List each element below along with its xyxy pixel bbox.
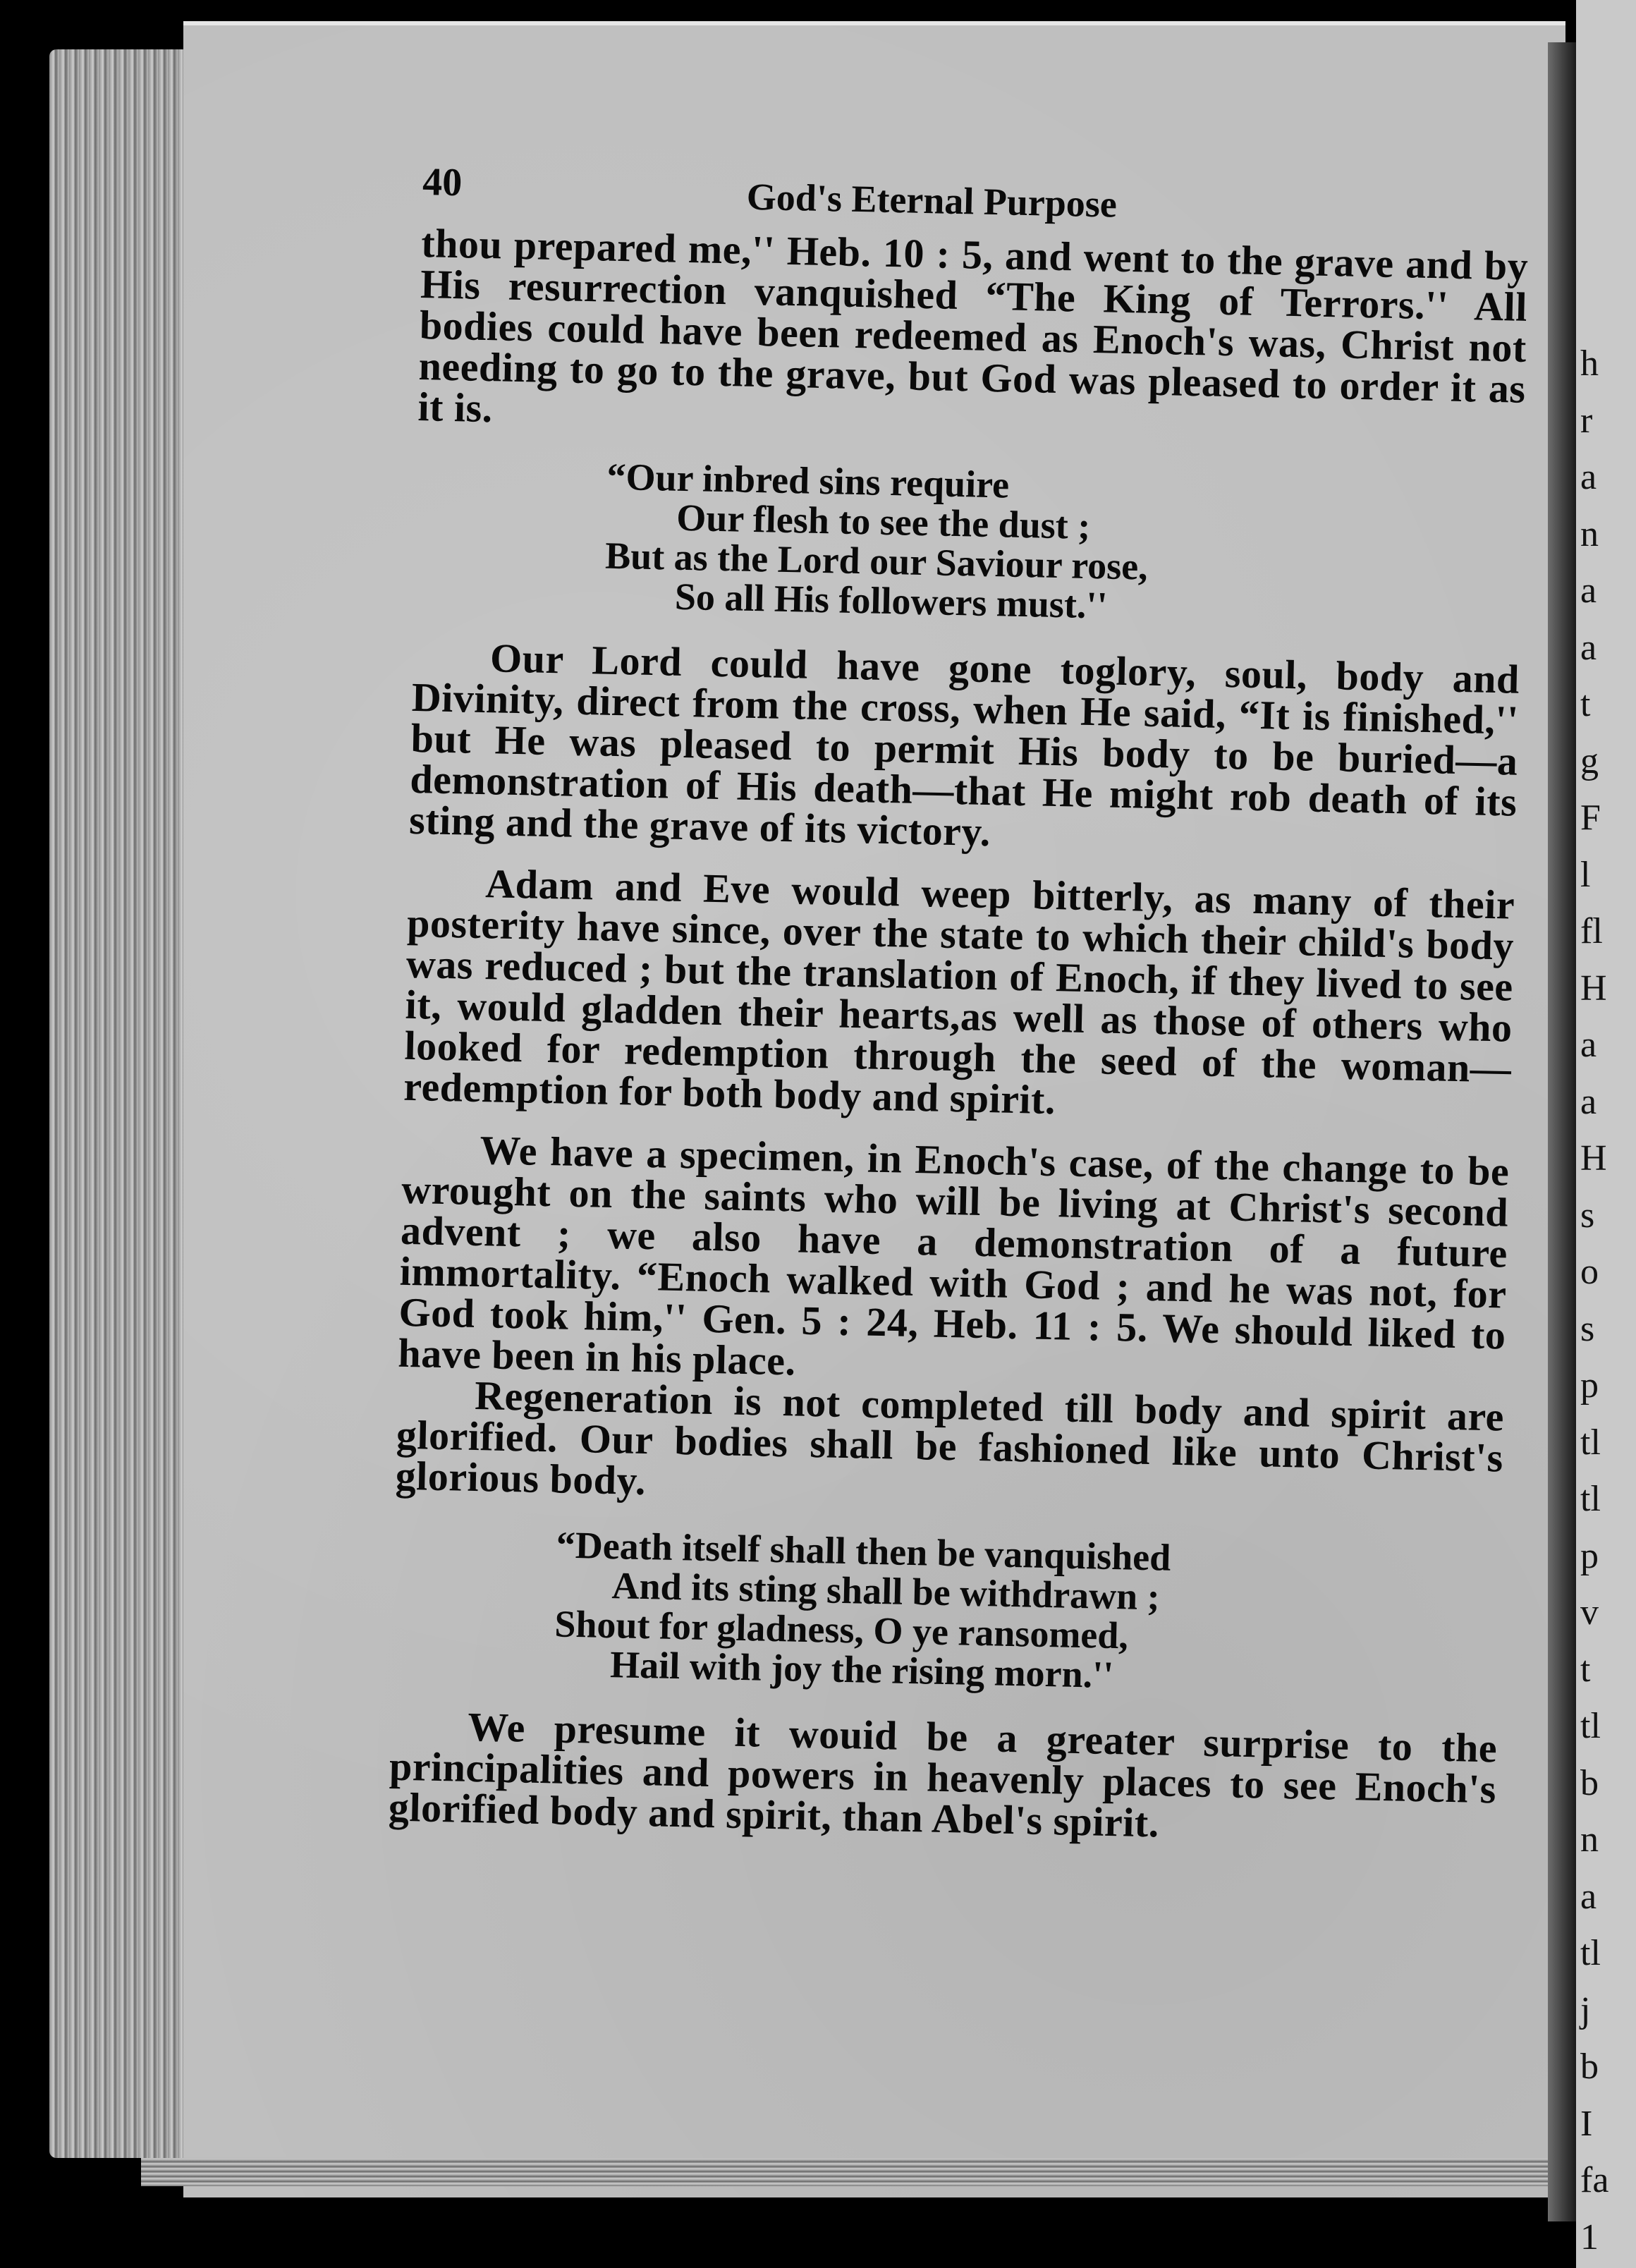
facing-page-letter: j [1580,1989,1591,2030]
paragraph-3: Adam and Eve would weep bitterly, as many of their posterity have since, over the state to which their child's body was reduced ; but the translation of Enoch, if they lived to see it, would gladden their hearts,as well as those of others who looked for redemption through the seed of the woman—redemption for both body and spirit. [403,860,1515,1123]
facing-page-letter: p [1580,1535,1599,1576]
facing-page-letter: p [1580,1365,1599,1406]
facing-page-letter: t [1580,684,1591,724]
facing-page-letter: a [1580,571,1597,611]
verse-2-line-4: Hail with joy the rising morn.'' [609,1643,1114,1697]
verse-2-line-2: And its sting shall be withdrawn ; [611,1564,1161,1618]
facing-page-letter: a [1580,1876,1597,1917]
verse-1-line-4: So all His followers must.'' [674,575,1109,627]
paragraph-1: thou prepared me,'' Heb. 10 : 5, and went to the grave and by His resurrection vanquished “The King of Terrors.'' All bodies could have been redeemed as Enoch's was, Christ not needing to go to the grave, but God was pleased to order it as it is. [417,220,1529,432]
facing-page-letter: v [1580,1592,1599,1633]
verse-1-line-1: “Our inbred sins require [606,455,1010,506]
facing-page-letter: F [1580,798,1601,838]
paragraph-2: Our Lord could have gone toglory, soul, body and Divinity, direct from the cross, when He said, “It is finished,'' but He was pleased to permit His body to be buried—a demonstration of His death—that He might rob death of its sting and the grave of its victory. [408,635,1520,855]
verse-1-line-2: Our flesh to see the dust ; [676,496,1091,547]
facing-page-letter: g [1580,740,1599,781]
facing-page-letter: s [1580,1308,1595,1349]
facing-page-letter: n [1580,1819,1599,1860]
facing-page-letter: I [1580,2103,1593,2144]
verse-2-line-3: Shout for gladness, O ye ransomed, [554,1602,1129,1657]
verse-2 [187,1518,1480,1702]
facing-page-letter: l [1580,854,1591,895]
facing-page-letter: b [1580,1762,1599,1803]
paragraph-6: We presume it wouid be a greater surprise to the principalities and powers in heavenly places to see Enoch's glorified body and spirit, than Abel's spirit. [388,1703,1498,1846]
facing-page-letter: H [1580,968,1607,1008]
facing-page-letter: 1 [1580,2217,1599,2257]
verse-2-line-1: “Death itself shall then be vanquished [556,1523,1171,1579]
verse-1 [209,449,1503,633]
page-bottom-edge [141,2158,1573,2186]
facing-page-letter: a [1580,1081,1597,1122]
facing-page-letter: a [1580,627,1597,668]
facing-page-edge [1576,0,1636,2268]
running-head: God's Eternal Purpose [746,175,1118,226]
facing-page-letter: o [1580,1252,1599,1292]
facing-page-letter: s [1580,1195,1595,1236]
facing-page-letter: a [1580,457,1597,497]
facing-page-letter: tl [1580,1422,1601,1463]
facing-page-letter: H [1580,1138,1607,1178]
page-number: 40 [422,160,463,205]
facing-page-letter: n [1580,513,1599,554]
facing-page-letter: r [1580,400,1593,441]
facing-page-letter: fa [1580,2160,1609,2200]
facing-page-letter: fl [1580,911,1603,951]
facing-page-letter: tl [1580,1479,1601,1519]
facing-page-letter: h [1580,343,1599,384]
verse-1-line-3: But as the Lord our Saviour rose, [604,534,1149,588]
paragraph-5: Regeneration is not completed till body and spirit are glorified. Our bodies shall be fashioned like unto Christ's glorious body. [395,1372,1505,1504]
paragraph-4: We have a specimen, in Enoch's case, of the change to be wrought on the saints who will be living at Christ's second advent ; we also have a demonstration of a future immortality. “Enoch walked with God ; and he was not, for God took him,'' Gen. 5 : 24, Heb. 11 : 5. We should liked to have been in his place. [397,1127,1510,1384]
page-content [183,155,1529,1851]
facing-page-letter: a [1580,1025,1597,1065]
facing-page-letter: b [1580,2047,1599,2087]
facing-page-letter: tl [1580,1706,1601,1746]
facing-page-letter: tl [1580,1933,1601,1973]
facing-page-letter: t [1580,1649,1591,1690]
book-gutter [1548,42,1576,2221]
